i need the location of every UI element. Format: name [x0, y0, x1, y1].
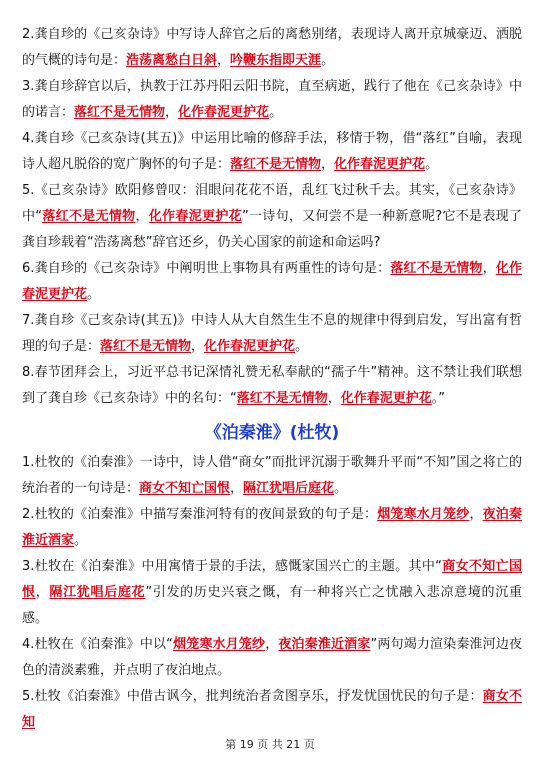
question-text: ，	[165, 105, 179, 120]
answer-text: 落红不是无情物	[390, 261, 483, 276]
item-list-boqinhuai	[22, 450, 522, 736]
question-text: 。”	[431, 391, 446, 406]
question-text: ，	[482, 261, 496, 276]
question-text: 3.杜牧在《泊秦淮》中用寓情于景的手法，感慨家国兴亡的主题。其中“	[22, 559, 442, 574]
question-text: 8.春节团拜会上，习近平总书记深情礼赞无私奉献的“孺子牛”精神。这不禁让我们联想到了龚自珍《己亥杂诗》中的名句：“	[22, 365, 522, 406]
question-item	[22, 22, 522, 74]
question-text: ，	[135, 209, 149, 224]
question-text: 6.龚自珍的《己亥杂诗》中阐明世上事物具有两重性的诗句是：	[22, 261, 391, 276]
question-text: ，	[327, 391, 341, 406]
question-text: ”一诗句，又何尝不是一种新意呢?它不是表现了龚自珍载着“浩荡离愁”辞官还乡，仍关心国家的前途和命运吗?	[22, 209, 522, 250]
answer-text: 化作春泥更护花	[178, 105, 270, 120]
answer-text: 化作春泥更护花	[334, 157, 426, 172]
question-text: 4.杜牧在《泊秦淮》中以“	[22, 637, 173, 652]
question-item	[22, 308, 522, 360]
question-text: 7.龚自珍《己亥杂诗(其五)》中诗人从大自然生生不息的规律中得到启发，写出富有哲理的句子是：	[22, 313, 522, 354]
answer-text: 商女不知亡国恨	[22, 559, 522, 600]
question-text: 。	[269, 105, 283, 120]
answer-text: 夜泊秦淮近酒家	[22, 507, 522, 548]
question-item	[22, 502, 522, 554]
question-item	[22, 74, 522, 126]
question-text: 4.龚自珍《己亥杂诗(其五)》中运用比喻的修辞手法，移情于物，借“落红”自喻，表现诗人超凡脱俗的宽广胸怀的句子是：	[22, 131, 522, 172]
answer-text: 化作春泥更护花	[148, 209, 242, 224]
answer-text: 落红不是无情物	[100, 339, 192, 354]
question-item	[22, 684, 522, 736]
answer-text: 落红不是无情物	[74, 105, 166, 120]
question-text: ，	[265, 637, 279, 652]
question-text: ”两句竭力渲染秦淮河边夜色的清淡素雅，并点明了夜泊地点。	[22, 637, 522, 678]
page-footer: 第 19 页 共 21 页	[225, 738, 315, 751]
question-text: 2.龚自珍的《己亥杂诗》中写诗人辞官之后的离愁别绪，表现诗人离开京城豪迈、洒脱的气概的诗句是：	[22, 27, 522, 68]
answer-text: 化作春泥更护花	[204, 339, 296, 354]
question-text: 3.龚自珍辞官以后，执教于江苏丹阳云阳书院，直至病逝，践行了他在《己亥杂诗》中的诺言：	[22, 79, 522, 120]
section-title: 《泊秦淮》(杜牧)	[204, 423, 340, 443]
answer-text: 商女不知	[22, 689, 522, 730]
question-item	[22, 256, 522, 308]
question-text: ，	[469, 507, 483, 522]
question-text: ”引发的历史兴衰之慨，有一种将兴亡之忧融入悲凉意境的沉重感。	[22, 585, 522, 626]
question-text: 2.杜牧的《泊秦淮》中描写秦淮河特有的夜间景致的句子是：	[22, 507, 378, 522]
answer-text: 落红不是无情物	[236, 391, 328, 406]
question-text: 。	[334, 481, 348, 496]
answer-text: 化作春泥更护花	[22, 261, 522, 302]
question-text: ，	[230, 481, 244, 496]
answer-text: 浩荡离愁白日斜	[126, 53, 218, 68]
page-content	[22, 22, 522, 736]
question-text: ，	[217, 53, 231, 68]
question-item	[22, 450, 522, 502]
answer-text: 烟笼寒水月笼纱	[377, 507, 470, 522]
question-text: 5.杜牧《泊秦淮》中借古讽今，批判统治者贪图享乐，抒发忧国忧民的句子是：	[22, 689, 483, 704]
answer-text: 烟笼寒水月笼纱	[172, 637, 266, 652]
answer-text: 落红不是无情物	[230, 157, 322, 172]
question-text: 。	[74, 533, 88, 548]
question-text: ，	[35, 585, 50, 600]
answer-text: 隔江犹唱后庭花	[49, 585, 146, 600]
question-text: ，	[191, 339, 205, 354]
question-item	[22, 178, 522, 256]
answer-text: 落红不是无情物	[42, 209, 136, 224]
question-text: 5.《己亥杂诗》欧阳修曾叹：泪眼问花花不语，乱红飞过秋千去。其实，《己亥杂诗》中“	[22, 183, 522, 224]
question-item	[22, 360, 522, 412]
answer-text: 隔江犹唱后庭花	[243, 481, 335, 496]
question-item	[22, 632, 522, 684]
answer-text: 商女不知亡国恨	[139, 481, 231, 496]
answer-text: 夜泊秦淮近酒家	[278, 637, 371, 652]
question-text: 。	[321, 53, 335, 68]
question-item	[22, 554, 522, 632]
answer-text: 吟鞭东指即天涯	[230, 53, 322, 68]
item-list-gongzizhen	[22, 22, 522, 412]
question-text: ，	[321, 157, 335, 172]
question-text: 。	[295, 339, 309, 354]
question-text: 。	[425, 157, 439, 172]
answer-text: 化作春泥更护花	[340, 391, 432, 406]
question-text: 。	[87, 287, 101, 302]
question-text: 1.杜牧的《泊秦淮》一诗中，诗人借“商女”而批评沉溺于歌舞升平而“不知”国之将亡的统治者的一句诗是：	[22, 455, 522, 496]
question-item	[22, 126, 522, 178]
